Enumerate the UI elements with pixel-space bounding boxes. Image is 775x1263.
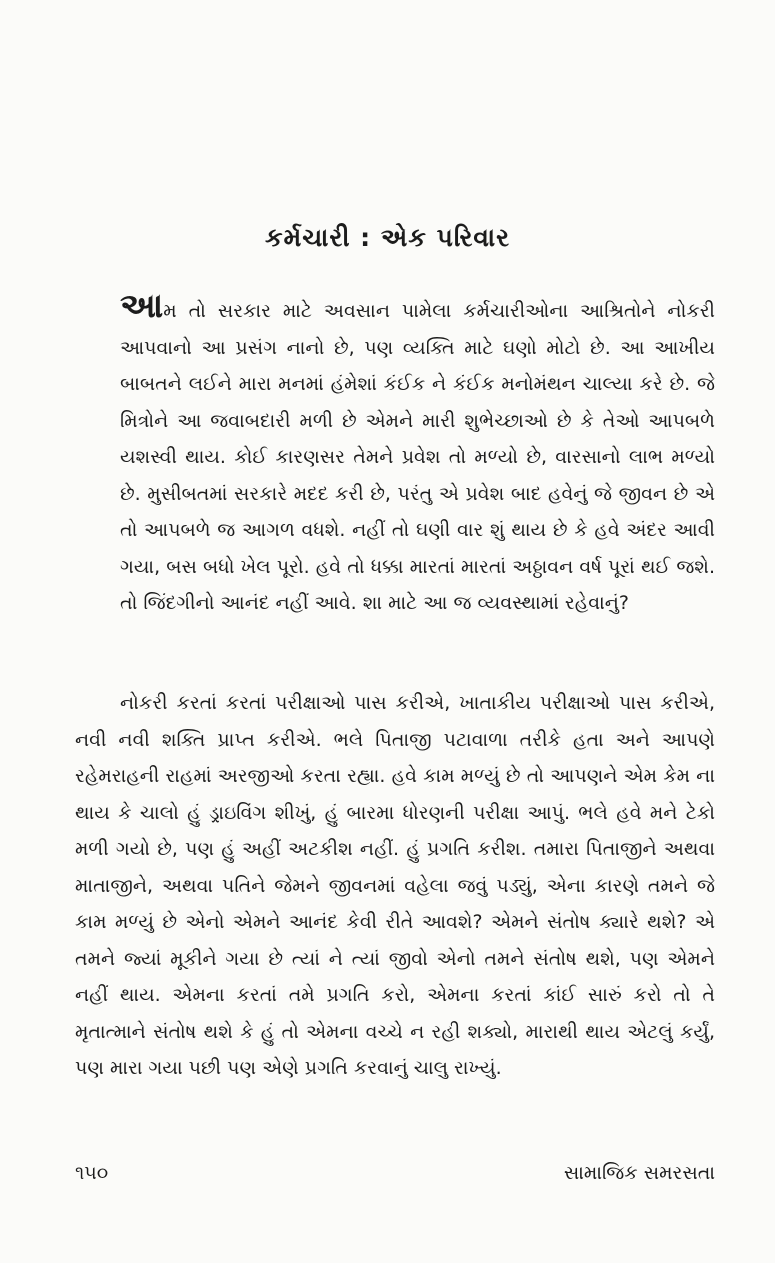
paragraph-1-text: મ તો સરકાર માટે અવસાન પામેલા કર્મચારીઓના આશ્રિતોને નોકરી આપવાનો આ પ્રસંગ નાનો છે, પણ વ્યક્તિ માટે ઘણો મોટો છે. આ આખીય બાબતને લઈને મારા મનમાં હંમેશાં કંઈક ને કંઈક મનોમંથન ચાલ્યા કરે છે. જે મિત્રોને આ જવાબદારી મળી છે એમને મારી શુભેચ્છાઓ છે કે તેઓ આપબળે યશસ્વી થાય. કોઈ કારણસર તેમને પ્રવેશ તો મળ્યો છે, વારસાનો લાભ મળ્યો છે. મુસીબતમાં સરકારે મદદ કરી છે, પરંતુ એ પ્રવેશ બાદ હવેનું જે જીવન છે એ તો આપબળે જ આગળ વધશે. નહીં તો ઘણી વાર શું થાય છે કે હવે અંદર આવી ગયા, બસ બધો ખેલ પૂરો. હવે તો ધક્કા મારતાં મારતાં અઠ્ઠાવન વર્ષ પૂરાં થઈ જશે. તો જિંદગીનો આનંદ નહીં આવે. શા માટે આ જ વ્યવસ્થામાં રહેવાનું?	[120, 300, 715, 614]
drop-cap: આ	[120, 286, 164, 326]
paragraph-1	[120, 286, 715, 622]
page-number: ૧૫૦	[75, 1162, 109, 1184]
chapter-title: કર્મચારી : એક પરિવાર	[264, 223, 511, 252]
book-title: સામાજિક સમરસતા	[563, 1162, 715, 1184]
paragraph-2: નોકરી કરતાં કરતાં પરીક્ષાઓ પાસ કરીએ, ખાતાકીય પરીક્ષાઓ પાસ કરીએ, નવી નવી શક્તિ પ્રાપ્ત કરીએ. ભલે પિતાજી પટાવાળા તરીકે હતા અને આપણે રહેમરાહની રાહમાં અરજીઓ કરતા રહ્યા. હવે કામ મળ્યું છે તો આપણને એમ કેમ ના થાય કે ચાલો હું ડ્રાઇવિંગ શીખું, હું બારમા ધોરણની પરીક્ષા આપું. ભલે હવે મને ટેકો મળી ગયો છે, પણ હું અહીં અટકીશ નહીં. હું પ્રગતિ કરીશ. તમારા પિતાજીને અથવા માતાજીને, અથવા પતિને જેમને જીવનમાં વહેલા જવું પડ્યું, એના કારણે તમને જે કામ મળ્યું છે એનો એમને આનંદ કેવી રીતે આવશે? એમને સંતોષ ક્યારે થશે? એ તમને જ્યાં મૂકીને ગયા છે ત્યાં ને ત્યાં જીવો એનો તમને સંતોષ થશે, પણ એમને નહીં થાય. એમના કરતાં તમે પ્રગતિ કરો, એમના કરતાં કાંઈ સારું કરો તો તે મૃતાત્માને સંતોષ થશે કે હું તો એમના વચ્ચે ન રહી શક્યો, મારાથી થાય એટલું કર્યું, પણ મારા ગયા પછી પણ એણે પ્રગતિ કરવાનું ચાલુ રાખ્યું.	[75, 692, 715, 1079]
